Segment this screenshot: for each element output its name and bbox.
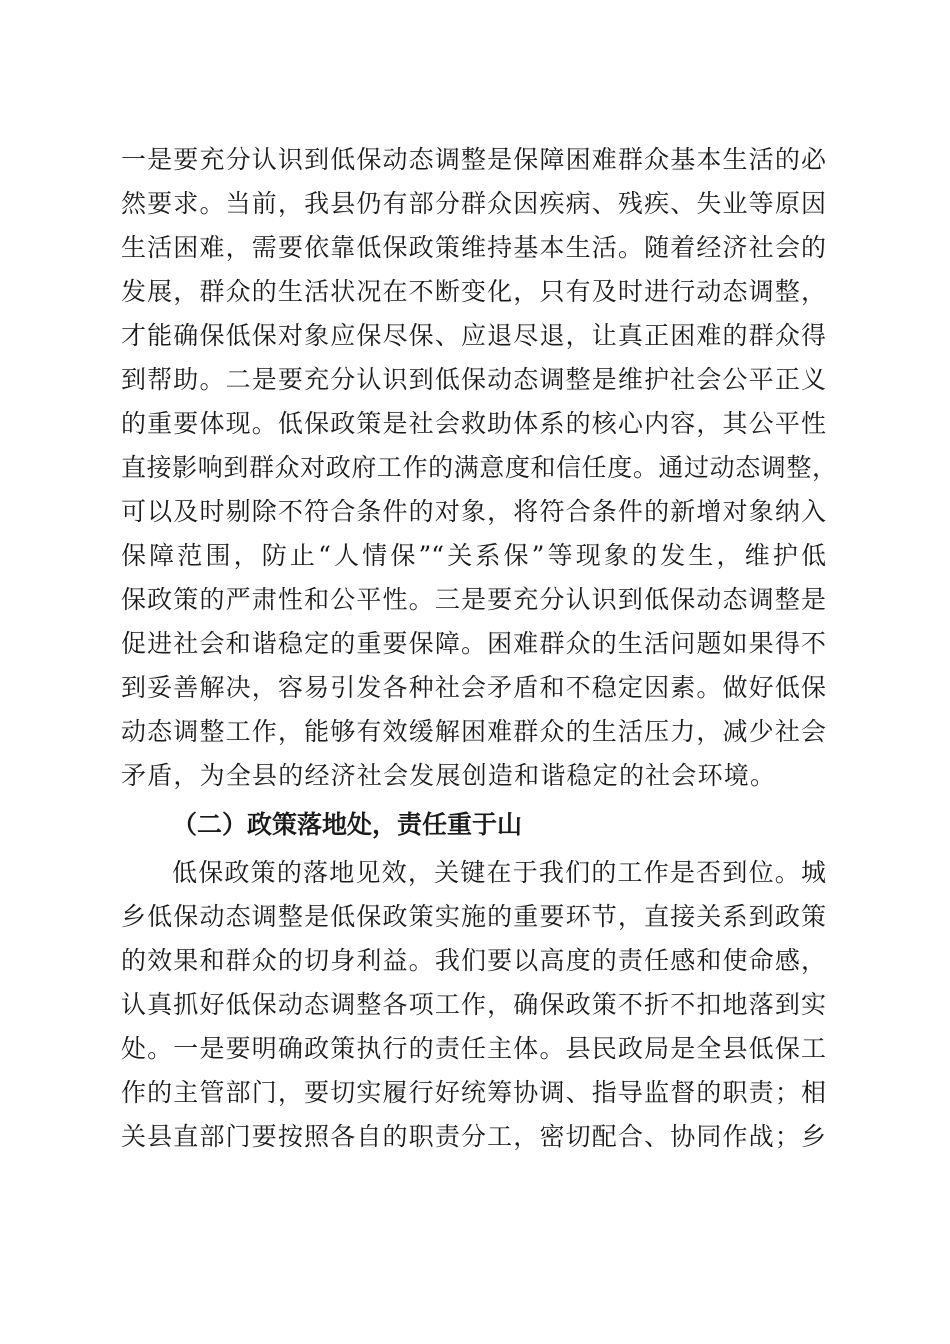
body-text-line: 保障范围，防止“人情保”“关系保”等现象的发生，维护低: [121, 541, 826, 570]
body-text-line: 一是要充分认识到低保动态调整是保障困难群众基本生活的必: [121, 145, 826, 174]
body-text-line: 的重要体现。低保政策是社会救助体系的核心内容，其公平性: [121, 409, 826, 438]
body-text-line: 生活困难，需要依靠低保政策维持基本生活。随着经济社会的: [121, 233, 826, 262]
body-text-line: 动态调整工作，能够有效缓解困难群众的生活压力，减少社会: [121, 717, 826, 746]
body-text-line: 处。一是要明确政策执行的责任主体。县民政局是全县低保工: [121, 1034, 826, 1063]
body-text-line: 保政策的严肃性和公平性。三是要充分认识到低保动态调整是: [121, 585, 826, 614]
body-text-line-last: 矛盾，为全县的经济社会发展创造和谐稳定的社会环境。: [121, 761, 775, 790]
body-text-line: 可以及时剔除不符合条件的对象，将符合条件的新增对象纳入: [121, 497, 826, 526]
body-text-line: 到妥善解决，容易引发各种社会矛盾和不稳定因素。做好低保: [121, 673, 826, 702]
body-text-line: 到帮助。二是要充分认识到低保动态调整是维护社会公平正义: [121, 365, 826, 394]
body-text-line-first: 低保政策的落地见效，关键在于我们的工作是否到位。城: [172, 858, 826, 887]
body-text-line: 才能确保低保对象应保尽保、应退尽退，让真正困难的群众得: [121, 321, 826, 350]
body-text-line: 乡低保动态调整是低保政策实施的重要环节，直接关系到政策: [121, 902, 826, 931]
body-text-line: 的效果和群众的切身利益。我们要以高度的责任感和使命感，: [121, 946, 826, 975]
body-text-line: 作的主管部门，要切实履行好统筹协调、指导监督的职责；相: [121, 1078, 826, 1107]
body-text-line: 发展，群众的生活状况在不断变化，只有及时进行动态调整，: [121, 277, 826, 306]
body-text-line: 直接影响到群众对政府工作的满意度和信任度。通过动态调整，: [121, 453, 837, 482]
body-text-line: 然要求。当前，我县仍有部分群众因疾病、残疾、失业等原因: [121, 189, 826, 218]
body-text-line: 认真抓好低保动态调整各项工作，确保政策不折不扣地落到实: [121, 990, 826, 1019]
body-text-line: 促进社会和谐稳定的重要保障。困难群众的生活问题如果得不: [121, 629, 826, 658]
body-text-line: 关县直部门要按照各自的职责分工，密切配合、协同作战；乡: [121, 1122, 826, 1151]
section-heading: （二）政策落地处，责任重于山: [172, 810, 523, 839]
